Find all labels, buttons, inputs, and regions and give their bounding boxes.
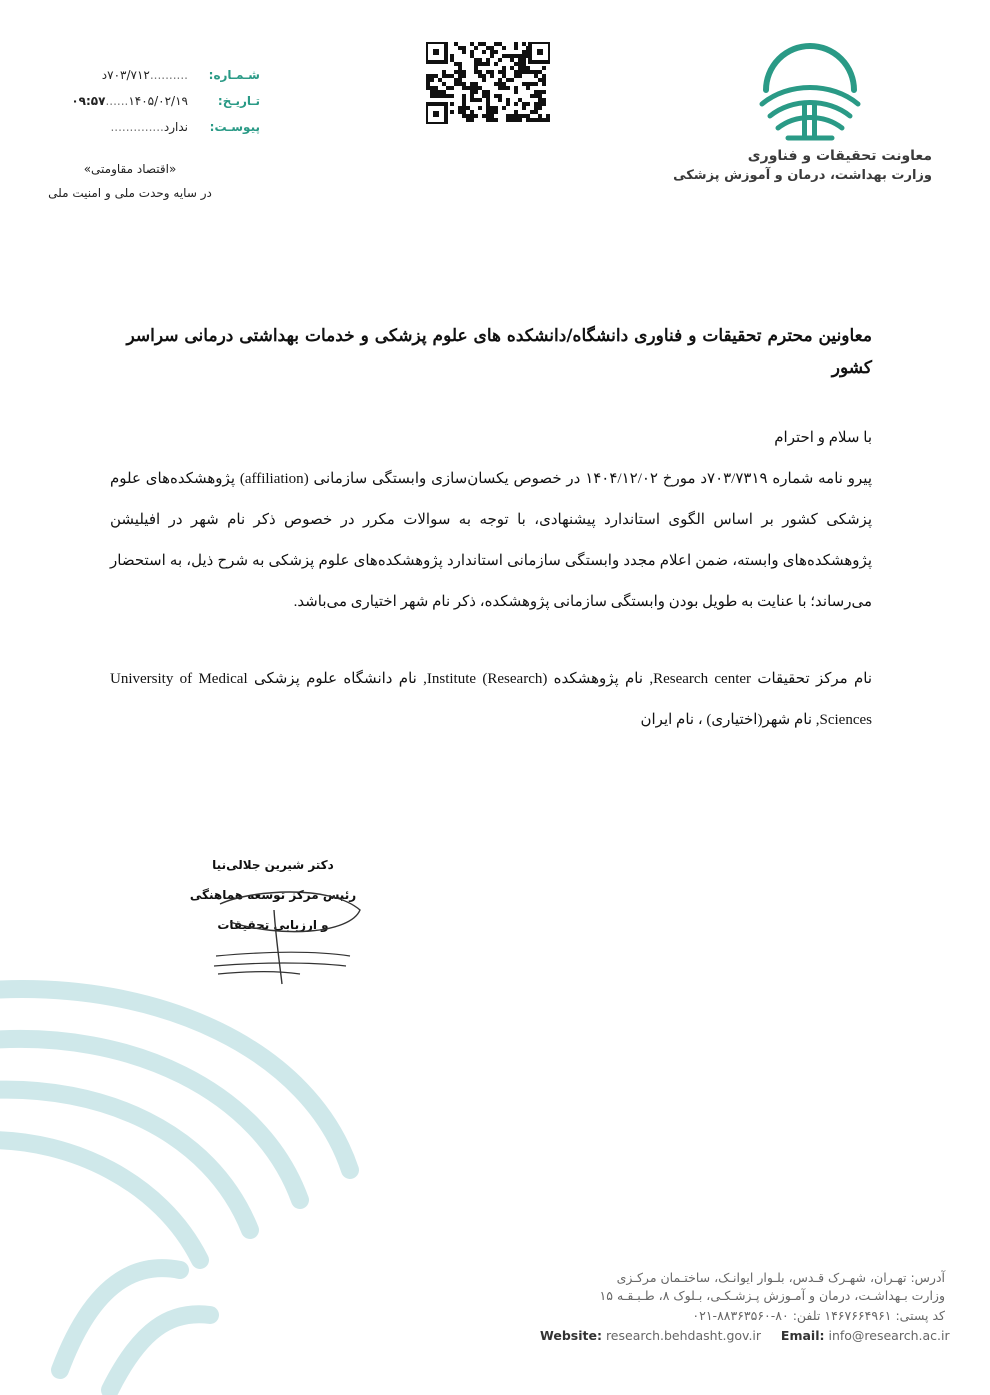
letter-recipient-title: معاونین محترم تحقیقات و فناوری دانشگاه/دانشکده های علوم پزشکی و خدمات بهداشتی درمانی سراسر کشور <box>126 326 872 378</box>
attachment-label: پیوسـت: <box>209 120 260 134</box>
logo-ministry-name: وزارت بهداشت، درمان و آموزش پزشکی <box>673 168 932 183</box>
number-label: شـمـاره: <box>208 68 260 82</box>
qr-code <box>426 42 550 124</box>
email-label: Email: <box>780 1328 825 1343</box>
logo-deputy-name: معاونت تحقیقات و فناوری <box>747 148 932 164</box>
ministry-logo-icon <box>748 42 872 142</box>
letter-attachment-row <box>20 120 260 142</box>
signer-name: دکتر شیرین جلالی‌نیا <box>212 858 334 872</box>
website-label: Website: <box>540 1328 602 1343</box>
website-link[interactable]: research.behdasht.gov.ir <box>605 1328 762 1343</box>
signer-title-2: و ارزیابی تحقیقات <box>217 918 329 932</box>
footer-address-2: وزارت بـهداشـت، درمان و آمـوزش پـزشـکـی، بـلوک ۸، طـبـقـه ۱۵ <box>599 1288 945 1303</box>
letter-number-row <box>20 68 260 90</box>
letter-greeting: با سلام و احترام <box>774 430 872 446</box>
logo-watermark <box>0 970 380 1395</box>
date-value: ۱۴۰۵/۰۲/۱۹......۰۹:۵۷ <box>71 94 188 108</box>
letter-affiliation: نام مرکز تحقیقات Research center, نام پژوهشکده (Research) Institute, نام دانشگاه علوم پزشکی University of Medical Sciences, نام شهر(اختیاری) ، نام ایران <box>110 671 873 728</box>
signer-title: رئیس مرکز توسعه هماهنگی <box>189 888 357 902</box>
footer-contact <box>540 1328 950 1343</box>
date-label: تـاریـخ: <box>217 94 260 108</box>
number-value: ..........۷۰۳/۷۱۲د <box>101 68 188 82</box>
attachment-value: ندارد.............. <box>110 120 188 134</box>
footer-address-1: آدرس: تهـران، شهـرک قـدس، بلـوار ایوانـک، ساختـمان مرکـزی <box>616 1270 945 1285</box>
slogan-title: «اقتصاد مقاومتی» <box>83 162 177 176</box>
letter-date-row <box>20 94 260 116</box>
email-link[interactable]: info@research.ac.ir <box>828 1328 950 1343</box>
time-value: ۰۹:۵۷ <box>71 94 106 108</box>
slogan-subtitle: در سایه وحدت ملی و امنیت ملی <box>48 186 212 200</box>
footer-postal-phone: کد پستی: ۱۴۶۷۶۶۴۹۶۱ تلفن: ۸۰-۸۸۳۶۳۵۶۰-۰۲۱ <box>692 1308 945 1323</box>
letter-body: پیرو نامه شماره ۷۰۳/۷۳۱۹د مورخ ۱۴۰۴/۱۲/۰۲ در خصوص یکسان‌سازی وابستگی سازمانی (affiliation) پژوهشکده‌های علوم پزشکی کشور بر اساس الگوی استاندارد پیشنهادی، با توجه به سوالات مکرر در خصوص ذکر نام شهر در افیلیشن پژوهشکده‌های وابسته، ضمن اعلام مجدد وابستگی سازمانی استاندارد پژوهشکده‌های علوم پزشکی به شرح ذیل، به استحضار می‌رساند؛ با عنایت به طویل بودن وابستگی سازمانی پژوهشکده، ذکر نام شهر اختیاری می‌باشد. <box>110 471 873 610</box>
